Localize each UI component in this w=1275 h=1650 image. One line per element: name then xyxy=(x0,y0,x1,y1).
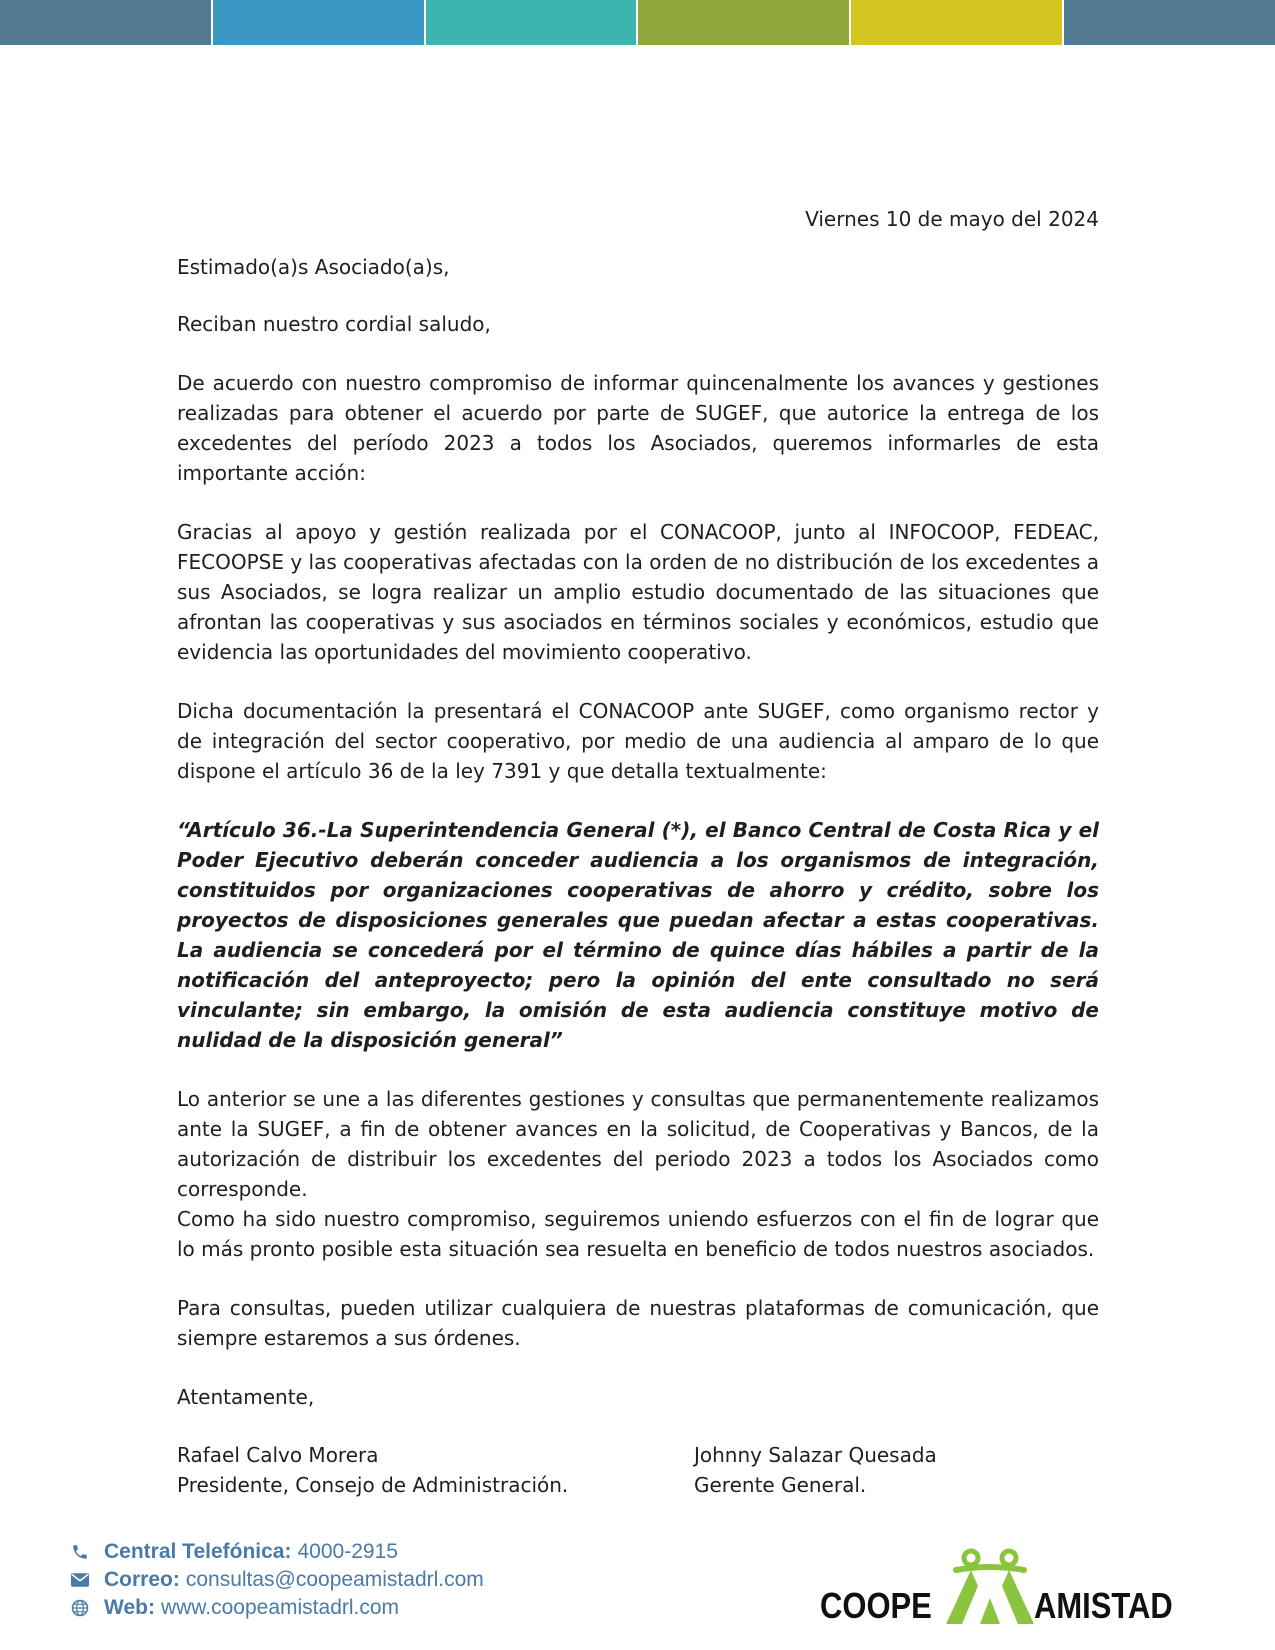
signature-block xyxy=(177,1440,1099,1502)
phone-label: Central Telefónica: xyxy=(104,1540,292,1563)
letter-body xyxy=(177,204,1099,1502)
globe-icon xyxy=(70,1598,90,1618)
web-label: Web: xyxy=(104,1596,155,1619)
paragraph-consultas: Para consultas, pueden utilizar cualquiera de nuestras plataformas de comunicación, que siempre estaremos a sus órdenes. xyxy=(177,1296,1099,1350)
article-36-quote: “Artículo 36.-La Superintendencia General (*), el Banco Central de Costa Rica y el Poder Ejecutivo deberán conceder audiencia a los organismos de integración, constituidos por organizaciones cooperativas de ahorro y crédito, sobre los proyectos de disposiciones generales que puedan afectar a estas cooperativas. La audiencia se concederá por el término de quince días hábiles a partir de la notificación del anteproyecto; pero la opinión del ente consultado no será vinculante; sin embargo, la omisión de esta audiencia constituye motivo de nulidad de la disposición general” xyxy=(177,818,1099,1052)
signatory-role: Gerente General. xyxy=(694,1473,867,1497)
logo-figures-icon xyxy=(940,1546,1040,1626)
email-value[interactable]: consultas@coopeamistadrl.com xyxy=(185,1568,484,1591)
contact-web xyxy=(70,1594,484,1622)
band-segment-5 xyxy=(851,0,1062,45)
footer-contact-info xyxy=(70,1538,484,1622)
signatory-name: Johnny Salazar Quesada xyxy=(694,1443,937,1467)
logo-text-coope: COOPE xyxy=(820,1585,932,1626)
band-segment-6 xyxy=(1064,0,1275,45)
letter-closing: Atentamente, xyxy=(177,1385,315,1409)
envelope-icon xyxy=(70,1570,90,1590)
contact-phone xyxy=(70,1538,484,1566)
paragraph-gestiones: Lo anterior se une a las diferentes gestiones y consultas que permanentemente realizamos ante la SUGEF, a fin de obtener avances en la solicitud, de Cooperativas y Bancos, de la autorización de distribuir los excedentes del periodo 2023 a todos los Asociados como corresponde. xyxy=(177,1087,1099,1201)
signatory-name: Rafael Calvo Morera xyxy=(177,1443,379,1467)
band-segment-1 xyxy=(0,0,211,45)
email-label: Correo: xyxy=(104,1568,180,1591)
contact-email xyxy=(70,1566,484,1594)
signatory-role: Presidente, Consejo de Administración. xyxy=(177,1473,569,1497)
band-segment-4 xyxy=(638,0,849,45)
signatory-manager xyxy=(694,1440,937,1500)
paragraph-documentation: Dicha documentación la presentará el CONACOOP ante SUGEF, como organismo rector y de integración del sector cooperativo, por medio de una audiencia al amparo de lo que dispone el artículo 36 de la ley 7391 y que detalla textualmente: xyxy=(177,699,1099,783)
paragraph-intro: De acuerdo con nuestro compromiso de informar quincenalmente los avances y gestiones realizadas para obtener el acuerdo por parte de SUGEF, que autorice la entrega de los excedentes del período 2023 a todos los Asociados, queremos informarles de esta importante acción: xyxy=(177,371,1099,485)
phone-icon xyxy=(70,1542,90,1562)
phone-value: 4000-2915 xyxy=(297,1540,398,1563)
web-value[interactable]: www.coopeamistadrl.com xyxy=(160,1596,400,1619)
logo-text-amistad: AMISTAD xyxy=(1034,1585,1173,1626)
letter-greeting: Estimado(a)s Asociado(a)s, xyxy=(177,255,450,279)
paragraph-compromiso: Como ha sido nuestro compromiso, seguiremos uniendo esfuerzos con el fin de lograr que lo más pronto posible esta situación sea resuelta en beneficio de todos nuestros asociados. xyxy=(177,1207,1099,1261)
paragraph-conacoop: Gracias al apoyo y gestión realizada por el CONACOOP, junto al INFOCOOP, FEDEAC, FECOOPSE y las cooperativas afectadas con la orden de no distribución de los excedentes a sus Asociados, se logra realizar un amplio estudio documentado de las situaciones que afrontan las cooperativas y sus asociados en términos sociales y económicos, estudio que evidencia las oportunidades del movimiento cooperativo. xyxy=(177,520,1099,664)
signatory-president xyxy=(177,1440,568,1500)
top-color-band xyxy=(0,0,1275,45)
band-segment-2 xyxy=(213,0,424,45)
coopeamistad-logo xyxy=(820,1546,1210,1626)
band-segment-3 xyxy=(426,0,637,45)
letter-date: Viernes 10 de mayo del 2024 xyxy=(805,207,1099,231)
letter-salute: Reciban nuestro cordial saludo, xyxy=(177,312,491,336)
